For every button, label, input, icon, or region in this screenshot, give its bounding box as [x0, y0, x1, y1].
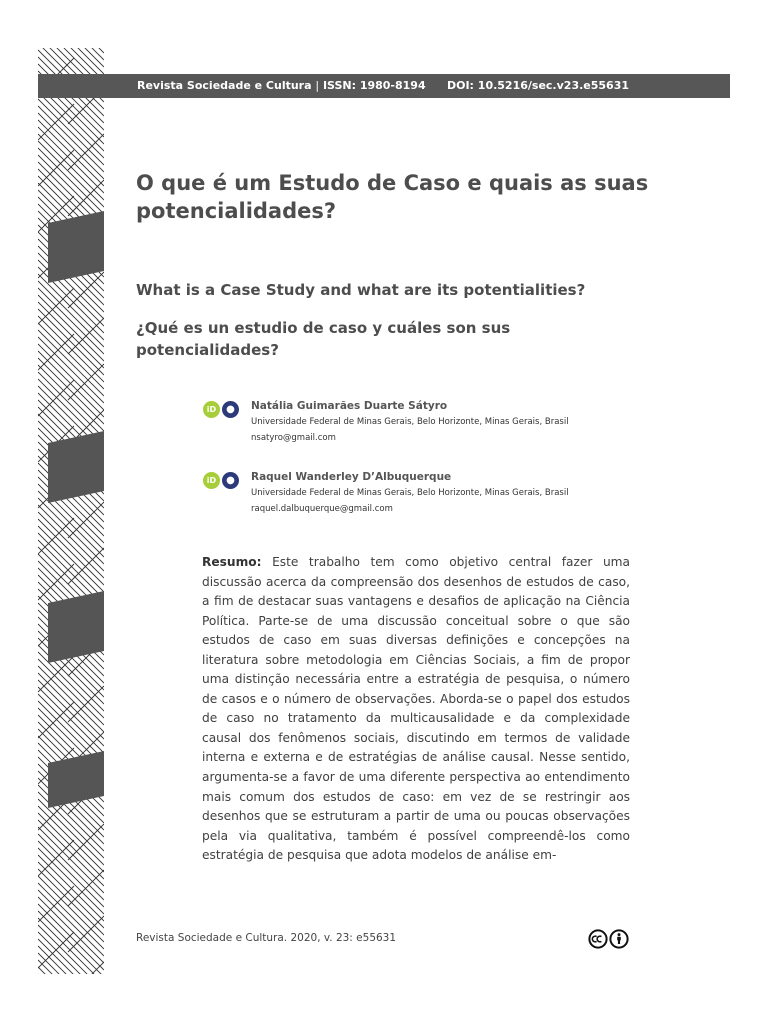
pattern-dark-band	[48, 751, 104, 808]
header-separator: |	[315, 79, 320, 92]
author-email[interactable]: raquel.dalbuquerque@gmail.com	[251, 504, 393, 514]
journal-header-bar	[38, 74, 730, 98]
abstract-text: Este trabalho tem como objetivo central fazer uma discussão acerca da compreensão dos desenhos de estudos de caso, a fim de destacar suas vantagens e desafios de aplicação na Ciência Política. Parte-se de uma discussão conceitual sobre o que são estudos de caso em suas diversas definições e concepções na literatura sobre metodologia em Ciências Sociais, a fim de propor uma distinção necessária entre a estratégia de pesquisa, o número de casos e o número de observações. Aborda-se o papel dos estudos de caso no tratamento da multicausalidade e da complexidade causal dos fenômenos sociais, discutindo em termos de validade interna e externa e de estratégias de análise causal. Nesse sentido, argumenta-se a favor de uma diferente perspectiva ao entendimento mais comum dos estudos de caso: em vez de se restringir aos desenhos que se estruturam a partir de uma ou poucas observações pela via qualitativa, também é possível compreendê-los como estratégia de pesquisa que adota modelos de análise em-	[202, 555, 631, 863]
abstract	[202, 553, 630, 866]
pattern-dark-band	[48, 591, 104, 663]
cc-icon	[589, 930, 606, 947]
journal-issn	[137, 79, 426, 92]
author-affiliation: Universidade Federal de Minas Gerais, Belo Horizonte, Minas Gerais, Brasil	[251, 488, 569, 498]
subtitle-spanish: ¿Qué es un estudio de caso y cuáles son sus potencialidades?	[136, 319, 511, 359]
subtitle-english: What is a Case Study and what are its potentialities?	[136, 281, 586, 299]
article-title: O que é um Estudo de Caso e quais as suas potencialidades?	[136, 171, 649, 223]
lattes-icon[interactable]: ●	[222, 472, 239, 489]
by-attribution-icon	[610, 930, 627, 947]
author-name: Natália Guimarães Duarte Sátyro	[251, 400, 448, 412]
author-name: Raquel Wanderley D’Albuquerque	[251, 471, 452, 483]
license-icons[interactable]	[588, 929, 630, 949]
pattern-dark-band	[48, 211, 104, 283]
journal-name: Revista Sociedade e Cultura	[137, 79, 312, 92]
pattern-dark-band	[48, 431, 104, 503]
author-block	[203, 400, 643, 450]
author-email[interactable]: nsatyro@gmail.com	[251, 433, 336, 443]
doi-link[interactable]: DOI: 10.5216/sec.v23.e55631	[446, 79, 629, 92]
author-affiliation: Universidade Federal de Minas Gerais, Belo Horizonte, Minas Gerais, Brasil	[251, 417, 569, 427]
side-pattern-graphic	[38, 48, 104, 974]
footer-citation: Revista Sociedade e Cultura. 2020, v. 23: e55631	[136, 932, 397, 944]
orcid-icon[interactable]: iD	[203, 472, 220, 489]
abstract-label: Resumo:	[202, 555, 262, 569]
lattes-icon[interactable]: ●	[222, 401, 239, 418]
orcid-icon[interactable]: iD	[203, 401, 220, 418]
decorative-side-pattern	[38, 48, 104, 974]
issn: ISSN: 1980-8194	[322, 79, 426, 92]
author-block	[203, 471, 643, 521]
